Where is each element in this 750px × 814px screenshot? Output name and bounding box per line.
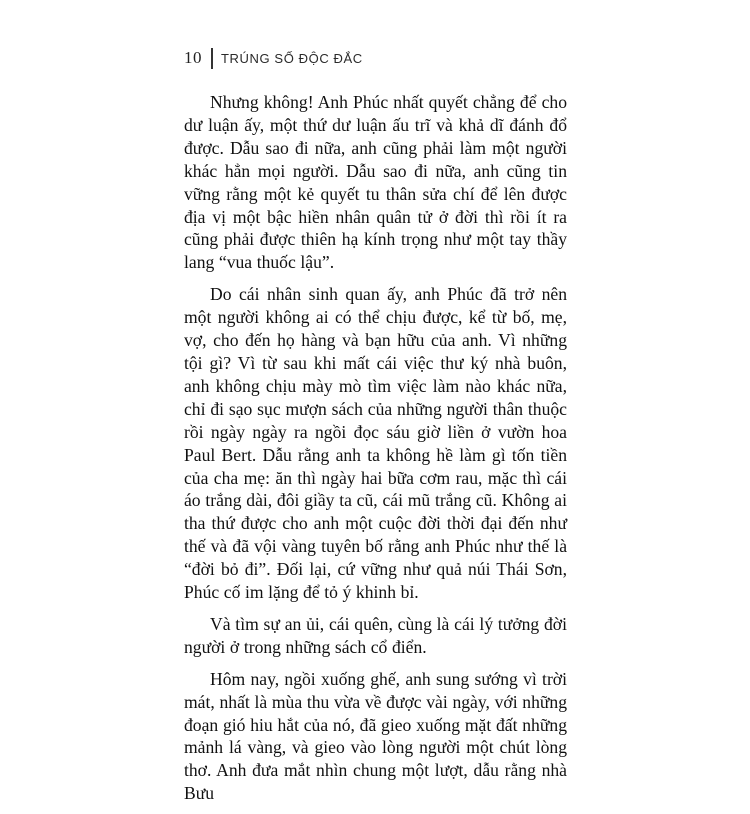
body-text — [184, 91, 567, 814]
running-header — [184, 46, 363, 70]
paragraph: Và tìm sự an ủi, cái quên, cùng là cái lý tưởng đời người ở trong những sách cổ điển. — [184, 613, 567, 657]
page-number: 10 — [184, 48, 202, 67]
running-title: TRÚNG SỐ ĐỘC ĐẮC — [221, 50, 363, 66]
header-divider — [211, 48, 213, 69]
paragraph: Hôm nay, ngồi xuống ghế, anh sung sướng vì trời mát, nhất là mùa thu vừa về được vài ngày, với những đoạn gió hiu hắt của nó, đã gieo xuống mặt đất những mảnh lá vàng, và gieo vào lòng người một chút lòng thơ. Anh đưa mắt nhìn chung một lượt, dẫu rằng nhà Bưu — [184, 668, 567, 804]
paragraph: Do cái nhân sinh quan ấy, anh Phúc đã trở nên một người không ai có thể chịu được, kể từ bố, mẹ, vợ, cho đến họ hàng và bạn hữu của anh. Vì những tội gì? Vì từ sau khi mất cái việc thư ký nhà buôn, anh không chịu mày mò tìm việc làm nào khác nữa, chỉ đi sạo sục mượn sách của những người thân thuộc rồi ngày ngày ra ngồi đọc sáu giờ liền ở vườn hoa Paul Bert. Dẫu rằng anh ta không hề làm gì tốn tiền của cha mẹ: ăn thì ngày hai bữa cơm rau, mặc thì cái áo trắng dài, đôi giầy ta cũ, cái mũ trắng cũ. Không ai tha thứ được cho anh một cuộc đời thời đại đến như thế và đã vội vàng tuyên bố rằng anh Phúc như thế là “đời bỏ đi”. Đối lại, cứ vững như quả núi Thái Sơn, Phúc cố im lặng để tỏ ý khinh bỉ. — [184, 284, 567, 603]
paragraph: Nhưng không! Anh Phúc nhất quyết chẳng để cho dư luận ấy, một thứ dư luận ấu trĩ và khả dĩ đánh đổ được. Dẫu sao đi nữa, anh cũng phải làm một người khác hẳn mọi người. Dẫu sao đi nữa, anh cũng tin vững rằng một kẻ quyết tu thân sửa chí để lên được địa vị một bậc hiền nhân quân tử ở đời thì rồi ít ra cũng phải được thiên hạ kính trọng như một tay thầy lang “vua thuốc lậu”. — [184, 92, 567, 273]
